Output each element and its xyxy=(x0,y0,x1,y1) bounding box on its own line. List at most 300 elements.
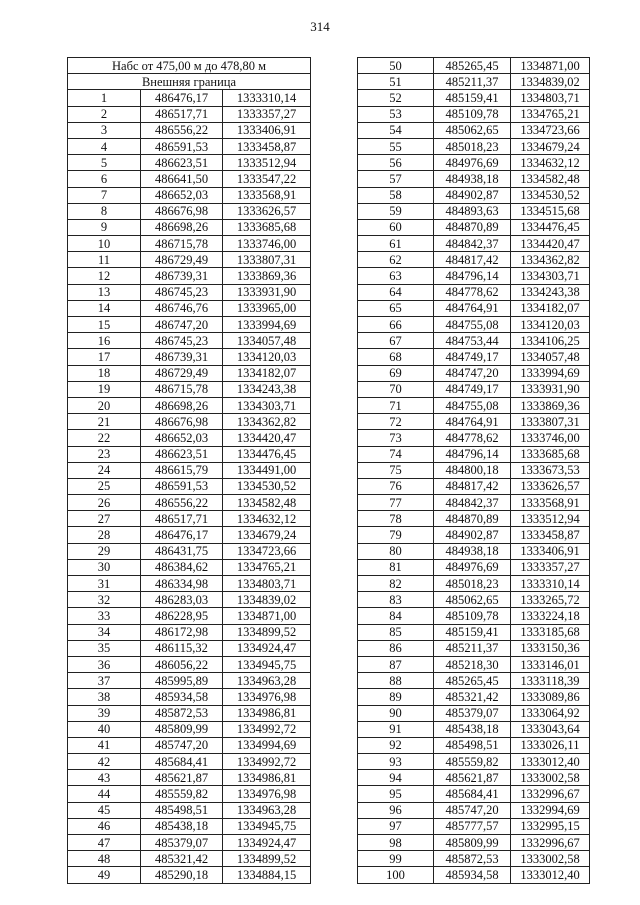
point-number: 31 xyxy=(68,576,141,592)
y-coordinate: 1334839,02 xyxy=(511,74,590,90)
table-row xyxy=(358,122,590,138)
point-number: 93 xyxy=(358,754,434,770)
point-number: 38 xyxy=(68,689,141,705)
table-title-row xyxy=(68,58,311,74)
x-coordinate: 486517,71 xyxy=(141,106,223,122)
y-coordinate: 1333458,87 xyxy=(223,138,311,154)
x-coordinate: 486172,98 xyxy=(141,624,223,640)
x-coordinate: 486729,49 xyxy=(141,252,223,268)
table-row xyxy=(68,835,311,851)
table-row xyxy=(68,317,311,333)
x-coordinate: 485684,41 xyxy=(434,786,511,802)
table-row xyxy=(358,786,590,802)
x-coordinate: 485934,58 xyxy=(434,867,511,883)
point-number: 3 xyxy=(68,122,141,138)
point-number: 98 xyxy=(358,835,434,851)
table-row xyxy=(358,284,590,300)
y-coordinate: 1334899,52 xyxy=(223,851,311,867)
table-row xyxy=(68,786,311,802)
y-coordinate: 1334963,28 xyxy=(223,802,311,818)
x-coordinate: 485109,78 xyxy=(434,106,511,122)
table-row xyxy=(68,737,311,753)
table-row xyxy=(358,300,590,316)
table-row xyxy=(358,397,590,413)
table-row xyxy=(358,462,590,478)
x-coordinate: 484778,62 xyxy=(434,430,511,446)
x-coordinate: 486431,75 xyxy=(141,543,223,559)
point-number: 6 xyxy=(68,171,141,187)
y-coordinate: 1334924,47 xyxy=(223,835,311,851)
x-coordinate: 486056,22 xyxy=(141,656,223,672)
table-row xyxy=(358,705,590,721)
x-coordinate: 486641,50 xyxy=(141,171,223,187)
table-row xyxy=(358,430,590,446)
y-coordinate: 1333931,90 xyxy=(511,381,590,397)
x-coordinate: 486591,53 xyxy=(141,478,223,494)
table-row xyxy=(68,349,311,365)
table-row xyxy=(68,155,311,171)
y-coordinate: 1333994,69 xyxy=(511,365,590,381)
table-row xyxy=(68,754,311,770)
table-row xyxy=(68,624,311,640)
y-coordinate: 1334243,38 xyxy=(223,381,311,397)
point-number: 5 xyxy=(68,155,141,171)
point-number: 94 xyxy=(358,770,434,786)
point-number: 89 xyxy=(358,689,434,705)
y-coordinate: 1334420,47 xyxy=(223,430,311,446)
point-number: 96 xyxy=(358,802,434,818)
y-coordinate: 1333406,91 xyxy=(223,122,311,138)
point-number: 28 xyxy=(68,527,141,543)
x-coordinate: 486115,32 xyxy=(141,640,223,656)
x-coordinate: 485321,42 xyxy=(141,851,223,867)
table-row xyxy=(68,721,311,737)
y-coordinate: 1333869,36 xyxy=(511,397,590,413)
y-coordinate: 1334994,69 xyxy=(223,737,311,753)
y-coordinate: 1334723,66 xyxy=(511,122,590,138)
table-row xyxy=(68,462,311,478)
point-number: 12 xyxy=(68,268,141,284)
point-number: 49 xyxy=(68,867,141,883)
table-row xyxy=(68,656,311,672)
point-number: 54 xyxy=(358,122,434,138)
x-coordinate: 485265,45 xyxy=(434,673,511,689)
table-row xyxy=(68,284,311,300)
x-coordinate: 484902,87 xyxy=(434,187,511,203)
point-number: 62 xyxy=(358,252,434,268)
point-number: 60 xyxy=(358,219,434,235)
x-coordinate: 485290,18 xyxy=(141,867,223,883)
table-row xyxy=(358,737,590,753)
x-coordinate: 486739,31 xyxy=(141,268,223,284)
point-number: 45 xyxy=(68,802,141,818)
y-coordinate: 1333626,57 xyxy=(223,203,311,219)
table-row xyxy=(68,252,311,268)
y-coordinate: 1334803,71 xyxy=(511,90,590,106)
y-coordinate: 1334723,66 xyxy=(223,543,311,559)
y-coordinate: 1334243,38 xyxy=(511,284,590,300)
point-number: 10 xyxy=(68,236,141,252)
x-coordinate: 485621,87 xyxy=(434,770,511,786)
point-number: 29 xyxy=(68,543,141,559)
point-number: 26 xyxy=(68,495,141,511)
table-row xyxy=(358,333,590,349)
x-coordinate: 485559,82 xyxy=(434,754,511,770)
point-number: 16 xyxy=(68,333,141,349)
table-subtitle: Внешняя граница xyxy=(68,74,311,90)
y-coordinate: 1333150,36 xyxy=(511,640,590,656)
table-row xyxy=(68,851,311,867)
x-coordinate: 486729,49 xyxy=(141,365,223,381)
point-number: 90 xyxy=(358,705,434,721)
table-row xyxy=(358,754,590,770)
point-number: 46 xyxy=(68,818,141,834)
x-coordinate: 485211,37 xyxy=(434,640,511,656)
point-number: 61 xyxy=(358,236,434,252)
x-coordinate: 486334,98 xyxy=(141,576,223,592)
point-number: 9 xyxy=(68,219,141,235)
point-number: 15 xyxy=(68,317,141,333)
point-number: 23 xyxy=(68,446,141,462)
x-coordinate: 485379,07 xyxy=(434,705,511,721)
table-row xyxy=(68,689,311,705)
y-coordinate: 1334582,48 xyxy=(223,495,311,511)
point-number: 76 xyxy=(358,478,434,494)
point-number: 11 xyxy=(68,252,141,268)
x-coordinate: 484842,37 xyxy=(434,495,511,511)
x-coordinate: 484976,69 xyxy=(434,559,511,575)
y-coordinate: 1334871,00 xyxy=(223,608,311,624)
x-coordinate: 486384,62 xyxy=(141,559,223,575)
x-coordinate: 486556,22 xyxy=(141,495,223,511)
y-coordinate: 1334871,00 xyxy=(511,58,590,74)
table-row xyxy=(68,559,311,575)
point-number: 75 xyxy=(358,462,434,478)
x-coordinate: 486698,26 xyxy=(141,397,223,413)
point-number: 32 xyxy=(68,592,141,608)
x-coordinate: 484842,37 xyxy=(434,236,511,252)
coordinates-table-right xyxy=(357,57,590,884)
point-number: 83 xyxy=(358,592,434,608)
table-row xyxy=(358,90,590,106)
y-coordinate: 1334530,52 xyxy=(511,187,590,203)
y-coordinate: 1333626,57 xyxy=(511,478,590,494)
table-row xyxy=(358,511,590,527)
point-number: 63 xyxy=(358,268,434,284)
table-row xyxy=(68,187,311,203)
table-row xyxy=(358,478,590,494)
y-coordinate: 1333685,68 xyxy=(511,446,590,462)
y-coordinate: 1334976,98 xyxy=(223,689,311,705)
table-row xyxy=(68,397,311,413)
table-row xyxy=(358,867,590,883)
y-coordinate: 1333089,86 xyxy=(511,689,590,705)
y-coordinate: 1333512,94 xyxy=(511,511,590,527)
y-coordinate: 1333406,91 xyxy=(511,543,590,559)
table-row xyxy=(68,138,311,154)
y-coordinate: 1333002,58 xyxy=(511,770,590,786)
point-number: 48 xyxy=(68,851,141,867)
x-coordinate: 485498,51 xyxy=(141,802,223,818)
y-coordinate: 1333043,64 xyxy=(511,721,590,737)
y-coordinate: 1332996,67 xyxy=(511,786,590,802)
point-number: 36 xyxy=(68,656,141,672)
x-coordinate: 485777,57 xyxy=(434,818,511,834)
point-number: 66 xyxy=(358,317,434,333)
y-coordinate: 1333673,53 xyxy=(511,462,590,478)
table-row xyxy=(68,576,311,592)
y-coordinate: 1334120,03 xyxy=(223,349,311,365)
y-coordinate: 1333026,11 xyxy=(511,737,590,753)
table-row xyxy=(358,171,590,187)
point-number: 19 xyxy=(68,381,141,397)
point-number: 77 xyxy=(358,495,434,511)
x-coordinate: 484938,18 xyxy=(434,543,511,559)
x-coordinate: 485995,89 xyxy=(141,673,223,689)
y-coordinate: 1334120,03 xyxy=(511,317,590,333)
x-coordinate: 484938,18 xyxy=(434,171,511,187)
y-coordinate: 1334476,45 xyxy=(223,446,311,462)
x-coordinate: 484893,63 xyxy=(434,203,511,219)
point-number: 20 xyxy=(68,397,141,413)
y-coordinate: 1333146,01 xyxy=(511,656,590,672)
y-coordinate: 1333310,14 xyxy=(511,576,590,592)
point-number: 22 xyxy=(68,430,141,446)
x-coordinate: 484870,89 xyxy=(434,511,511,527)
y-coordinate: 1334632,12 xyxy=(223,511,311,527)
point-number: 85 xyxy=(358,624,434,640)
x-coordinate: 485559,82 xyxy=(141,786,223,802)
coordinates-table-left xyxy=(67,57,311,884)
x-coordinate: 484796,14 xyxy=(434,268,511,284)
y-coordinate: 1334491,00 xyxy=(223,462,311,478)
table-row xyxy=(358,446,590,462)
y-coordinate: 1334679,24 xyxy=(511,138,590,154)
y-coordinate: 1334803,71 xyxy=(223,576,311,592)
point-number: 64 xyxy=(358,284,434,300)
y-coordinate: 1334976,98 xyxy=(223,786,311,802)
y-coordinate: 1334632,12 xyxy=(511,155,590,171)
point-number: 82 xyxy=(358,576,434,592)
point-number: 51 xyxy=(358,74,434,90)
point-number: 69 xyxy=(358,365,434,381)
x-coordinate: 486746,76 xyxy=(141,300,223,316)
y-coordinate: 1332996,67 xyxy=(511,835,590,851)
table-row xyxy=(358,608,590,624)
point-number: 50 xyxy=(358,58,434,74)
point-number: 35 xyxy=(68,640,141,656)
table-row xyxy=(68,640,311,656)
table-row xyxy=(358,138,590,154)
y-coordinate: 1333746,00 xyxy=(223,236,311,252)
y-coordinate: 1333746,00 xyxy=(511,430,590,446)
x-coordinate: 485809,99 xyxy=(434,835,511,851)
x-coordinate: 486698,26 xyxy=(141,219,223,235)
x-coordinate: 484749,17 xyxy=(434,381,511,397)
x-coordinate: 486715,78 xyxy=(141,381,223,397)
x-coordinate: 485621,87 xyxy=(141,770,223,786)
table-row xyxy=(358,721,590,737)
table-row xyxy=(68,90,311,106)
point-number: 53 xyxy=(358,106,434,122)
x-coordinate: 486715,78 xyxy=(141,236,223,252)
y-coordinate: 1334182,07 xyxy=(511,300,590,316)
table-row xyxy=(68,219,311,235)
table-row xyxy=(358,818,590,834)
table-subtitle-row xyxy=(68,74,311,90)
x-coordinate: 486228,95 xyxy=(141,608,223,624)
point-number: 52 xyxy=(358,90,434,106)
y-coordinate: 1333685,68 xyxy=(223,219,311,235)
x-coordinate: 485218,30 xyxy=(434,656,511,672)
table-row xyxy=(358,592,590,608)
y-coordinate: 1334839,02 xyxy=(223,592,311,608)
table-row xyxy=(68,414,311,430)
y-coordinate: 1334992,72 xyxy=(223,754,311,770)
table-row xyxy=(358,187,590,203)
y-coordinate: 1333568,91 xyxy=(511,495,590,511)
x-coordinate: 485498,51 xyxy=(434,737,511,753)
y-coordinate: 1334986,81 xyxy=(223,705,311,721)
point-number: 40 xyxy=(68,721,141,737)
point-number: 27 xyxy=(68,511,141,527)
x-coordinate: 484778,62 xyxy=(434,284,511,300)
x-coordinate: 485872,53 xyxy=(141,705,223,721)
table-row xyxy=(358,770,590,786)
x-coordinate: 486623,51 xyxy=(141,446,223,462)
x-coordinate: 484800,18 xyxy=(434,462,511,478)
point-number: 87 xyxy=(358,656,434,672)
table-row xyxy=(358,252,590,268)
y-coordinate: 1334362,82 xyxy=(223,414,311,430)
point-number: 92 xyxy=(358,737,434,753)
x-coordinate: 484817,42 xyxy=(434,252,511,268)
point-number: 8 xyxy=(68,203,141,219)
x-coordinate: 484817,42 xyxy=(434,478,511,494)
table-row xyxy=(68,705,311,721)
point-number: 13 xyxy=(68,284,141,300)
table-row xyxy=(358,414,590,430)
point-number: 86 xyxy=(358,640,434,656)
x-coordinate: 484764,91 xyxy=(434,300,511,316)
point-number: 14 xyxy=(68,300,141,316)
x-coordinate: 485062,65 xyxy=(434,122,511,138)
y-coordinate: 1332995,15 xyxy=(511,818,590,834)
x-coordinate: 484749,17 xyxy=(434,349,511,365)
y-coordinate: 1334765,21 xyxy=(223,559,311,575)
table-row xyxy=(358,624,590,640)
table-row xyxy=(358,381,590,397)
x-coordinate: 484755,08 xyxy=(434,317,511,333)
y-coordinate: 1333002,58 xyxy=(511,851,590,867)
table-row xyxy=(358,559,590,575)
point-number: 1 xyxy=(68,90,141,106)
table-row xyxy=(68,106,311,122)
y-coordinate: 1334303,71 xyxy=(511,268,590,284)
x-coordinate: 484753,44 xyxy=(434,333,511,349)
y-coordinate: 1334057,48 xyxy=(223,333,311,349)
x-coordinate: 485747,20 xyxy=(141,737,223,753)
y-coordinate: 1333012,40 xyxy=(511,754,590,770)
point-number: 84 xyxy=(358,608,434,624)
x-coordinate: 486739,31 xyxy=(141,349,223,365)
table-row xyxy=(68,171,311,187)
x-coordinate: 485321,42 xyxy=(434,689,511,705)
point-number: 88 xyxy=(358,673,434,689)
table-row xyxy=(358,268,590,284)
table-row xyxy=(358,236,590,252)
table-row xyxy=(358,527,590,543)
table-row xyxy=(68,527,311,543)
point-number: 44 xyxy=(68,786,141,802)
y-coordinate: 1334924,47 xyxy=(223,640,311,656)
y-coordinate: 1333458,87 xyxy=(511,527,590,543)
y-coordinate: 1334884,15 xyxy=(223,867,311,883)
y-coordinate: 1333357,27 xyxy=(511,559,590,575)
point-number: 72 xyxy=(358,414,434,430)
x-coordinate: 486476,17 xyxy=(141,90,223,106)
table-row xyxy=(68,430,311,446)
x-coordinate: 485109,78 xyxy=(434,608,511,624)
y-coordinate: 1333869,36 xyxy=(223,268,311,284)
y-coordinate: 1333807,31 xyxy=(223,252,311,268)
point-number: 7 xyxy=(68,187,141,203)
table-row xyxy=(68,236,311,252)
table-row xyxy=(358,106,590,122)
x-coordinate: 486476,17 xyxy=(141,527,223,543)
point-number: 95 xyxy=(358,786,434,802)
point-number: 41 xyxy=(68,737,141,753)
y-coordinate: 1334106,25 xyxy=(511,333,590,349)
x-coordinate: 485018,23 xyxy=(434,138,511,154)
x-coordinate: 486652,03 xyxy=(141,187,223,203)
x-coordinate: 486623,51 xyxy=(141,155,223,171)
table-row xyxy=(358,365,590,381)
table-row xyxy=(358,640,590,656)
table-row xyxy=(68,802,311,818)
x-coordinate: 484755,08 xyxy=(434,397,511,413)
point-number: 71 xyxy=(358,397,434,413)
table-row xyxy=(358,576,590,592)
point-number: 67 xyxy=(358,333,434,349)
table-row xyxy=(358,203,590,219)
point-number: 42 xyxy=(68,754,141,770)
x-coordinate: 486745,23 xyxy=(141,284,223,300)
y-coordinate: 1334182,07 xyxy=(223,365,311,381)
y-coordinate: 1334362,82 xyxy=(511,252,590,268)
table-row xyxy=(68,867,311,883)
y-coordinate: 1333012,40 xyxy=(511,867,590,883)
x-coordinate: 486615,79 xyxy=(141,462,223,478)
x-coordinate: 484796,14 xyxy=(434,446,511,462)
x-coordinate: 485934,58 xyxy=(141,689,223,705)
x-coordinate: 485684,41 xyxy=(141,754,223,770)
table-row xyxy=(358,673,590,689)
y-coordinate: 1333965,00 xyxy=(223,300,311,316)
x-coordinate: 486747,20 xyxy=(141,317,223,333)
x-coordinate: 484870,89 xyxy=(434,219,511,235)
point-number: 34 xyxy=(68,624,141,640)
point-number: 74 xyxy=(358,446,434,462)
y-coordinate: 1334582,48 xyxy=(511,171,590,187)
y-coordinate: 1334303,71 xyxy=(223,397,311,413)
y-coordinate: 1333807,31 xyxy=(511,414,590,430)
y-coordinate: 1333224,18 xyxy=(511,608,590,624)
table-row xyxy=(68,446,311,462)
y-coordinate: 1333568,91 xyxy=(223,187,311,203)
y-coordinate: 1333310,14 xyxy=(223,90,311,106)
table-row xyxy=(68,381,311,397)
